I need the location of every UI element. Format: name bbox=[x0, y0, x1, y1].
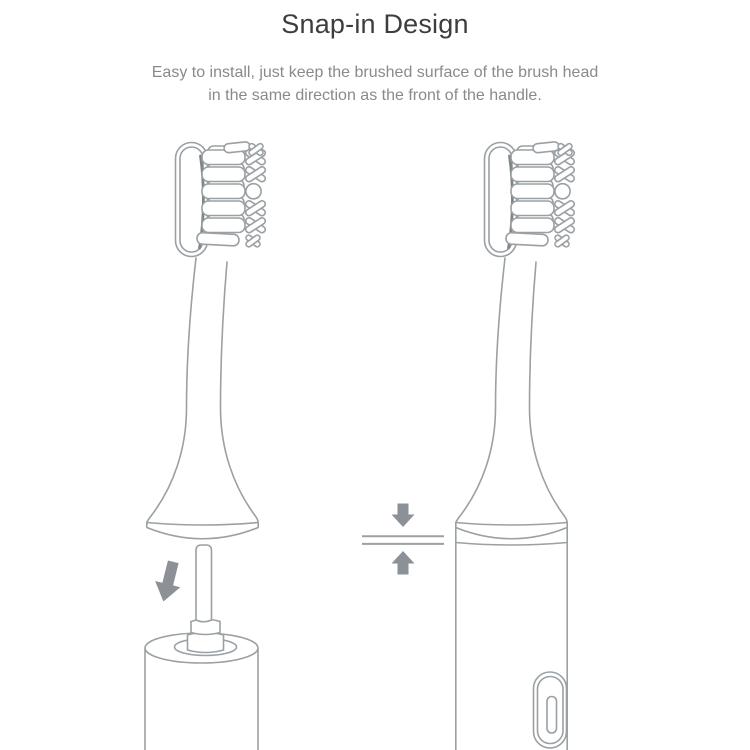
subtitle-line-2: in the same direction as the front of the handle. bbox=[208, 87, 542, 104]
snap-seam-line bbox=[456, 543, 567, 546]
metal-shaft bbox=[196, 545, 212, 622]
handle-with-shaft bbox=[145, 545, 258, 750]
power-button bbox=[534, 672, 567, 748]
handle-body bbox=[456, 528, 567, 750]
insert-arrow-icon bbox=[151, 559, 186, 605]
align-down-arrow-icon bbox=[392, 504, 415, 528]
brush-head bbox=[456, 141, 576, 538]
section-title: Snap-in Design bbox=[281, 9, 469, 39]
subtitle-line-1: Easy to install, just keep the brushed surface of the brush head bbox=[151, 64, 599, 81]
align-up-arrow-icon bbox=[392, 551, 415, 575]
alignment-annotation bbox=[362, 504, 444, 575]
section-subtitle bbox=[0, 61, 750, 107]
detached-brush-figure bbox=[145, 141, 266, 750]
toothbrush-illustration bbox=[0, 130, 750, 750]
attached-brush-figure bbox=[456, 141, 576, 750]
collar-lower-ring bbox=[188, 633, 224, 653]
brush-head bbox=[147, 141, 267, 538]
